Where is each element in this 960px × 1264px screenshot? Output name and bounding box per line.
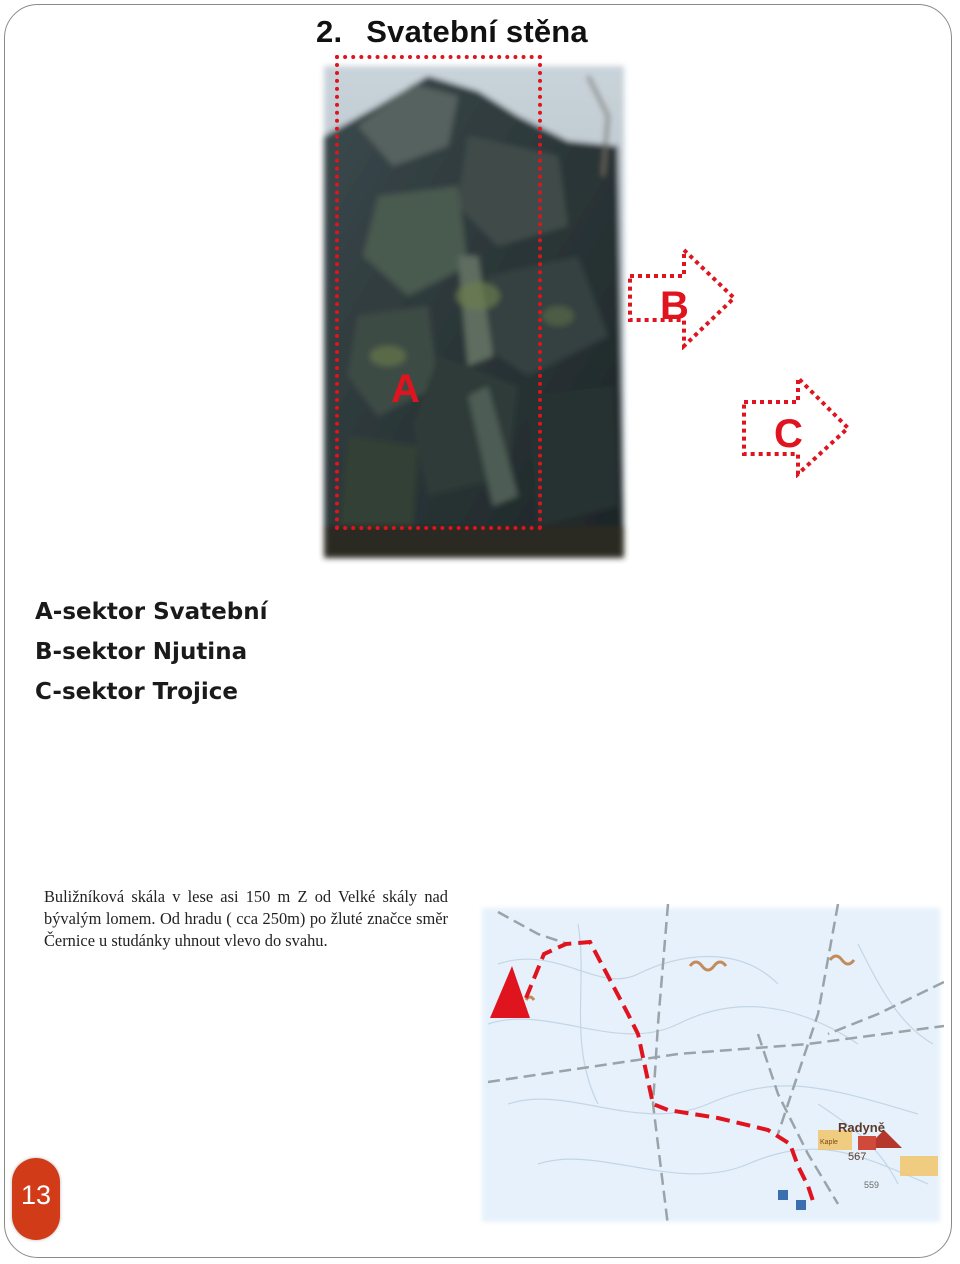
page-title — [316, 14, 588, 50]
sector-c-label: C — [774, 412, 803, 456]
page-number-badge — [12, 1158, 60, 1240]
title-text: Svatební stěna — [366, 14, 588, 49]
legend-item-a: A-sektor Svatební — [35, 599, 268, 625]
sector-a-outline — [335, 55, 542, 530]
page-number: 13 — [20, 1180, 52, 1210]
legend-item-c: C-sektor Trojice — [35, 679, 238, 705]
route-map-image — [478, 904, 944, 1226]
map-elevation-1: 567 — [848, 1151, 867, 1163]
sector-legend — [35, 592, 267, 712]
map-place-name: Radyně — [838, 1120, 885, 1135]
route-map — [478, 904, 944, 1226]
title-number: 2. — [316, 14, 343, 49]
map-elevation-2: 559 — [864, 1180, 880, 1190]
sector-a-label: A — [391, 367, 420, 411]
route-description: Buližníková skála v lese asi 150 m Z od Velké skály nad bývalým lomem. Od hradu ( cca 250m) po žluté značce směr Černice u studánky uhnout vlevo do svahu. — [44, 887, 448, 950]
map-label-1: Kaple — [820, 1139, 838, 1146]
legend-item-b: B-sektor Njutina — [35, 639, 248, 665]
sector-b-label: B — [660, 284, 689, 328]
